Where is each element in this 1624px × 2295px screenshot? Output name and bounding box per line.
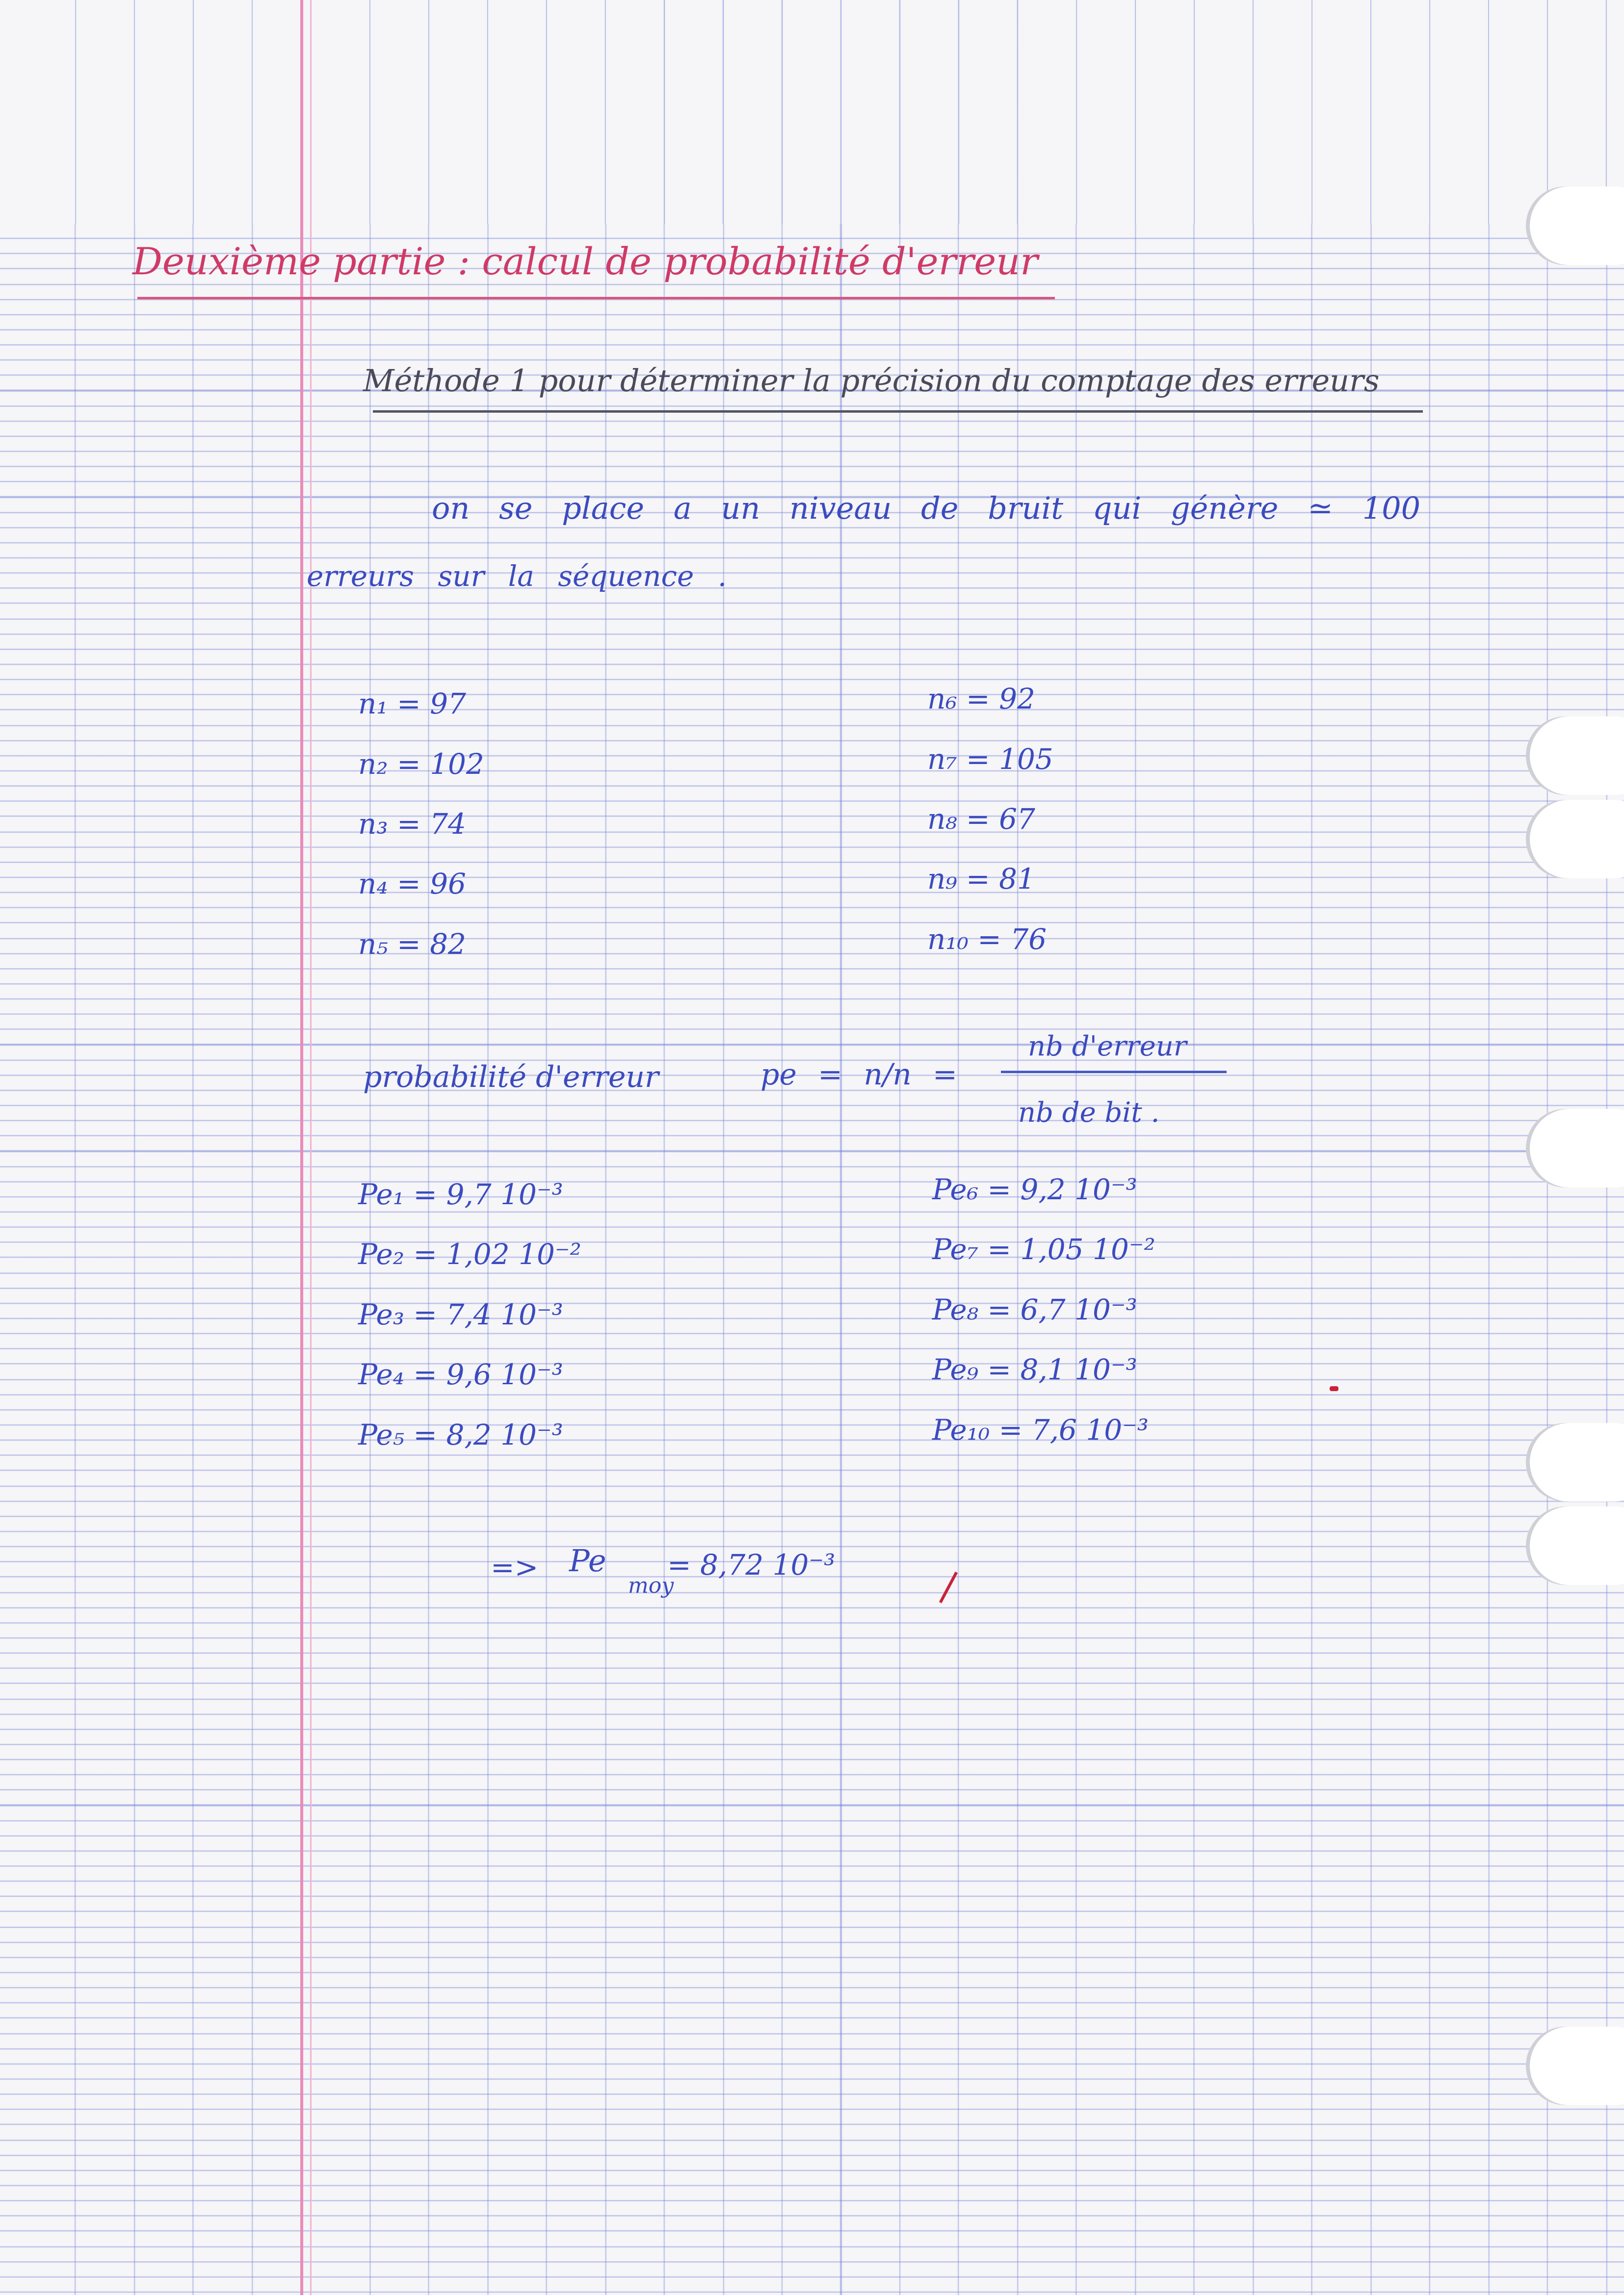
mean-subscript: moy xyxy=(628,1573,674,1598)
count-item: n₇ = 105 xyxy=(927,742,1053,776)
intro-line-1: on se place a un niveau de bruit qui génère ≃ 100 xyxy=(432,490,1421,526)
binder-hole xyxy=(1526,800,1624,878)
formula-lhs: pe = n/n = xyxy=(760,1057,958,1092)
pe-item: Pe₈ = 6,7 10⁻³ xyxy=(932,1293,1137,1326)
pe-item: Pe₇ = 1,05 10⁻² xyxy=(932,1233,1155,1266)
mean-symbol: Pe xyxy=(569,1543,606,1579)
pe-item: Pe₁ = 9,7 10⁻³ xyxy=(358,1178,563,1211)
mean-value: = 8,72 10⁻³ xyxy=(667,1548,836,1582)
margin-line-faint xyxy=(310,0,312,2295)
binder-hole xyxy=(1526,186,1624,265)
pe-item: Pe₂ = 1,02 10⁻² xyxy=(358,1238,581,1271)
count-item: n₂ = 102 xyxy=(358,747,484,781)
count-item: n₉ = 81 xyxy=(927,862,1035,896)
method-heading: Méthode 1 pour déterminer la précision du comptage des erreurs xyxy=(363,363,1380,398)
method-heading-underline xyxy=(373,410,1423,413)
binder-hole xyxy=(1526,1506,1624,1585)
count-item: n₃ = 74 xyxy=(358,807,466,841)
intro-line-2: erreurs sur la séquence . xyxy=(307,559,727,593)
count-item: n₁₀ = 76 xyxy=(927,923,1047,956)
count-item: n₄ = 96 xyxy=(358,867,466,900)
count-item: n₆ = 92 xyxy=(927,682,1035,715)
binder-hole xyxy=(1526,1423,1624,1502)
pe-item: Pe₃ = 7,4 10⁻³ xyxy=(358,1298,563,1331)
binder-hole xyxy=(1526,1109,1624,1187)
count-item: n₁ = 97 xyxy=(358,687,466,720)
page-title: Deuxième partie : calcul de probabilité d'erreur xyxy=(132,239,1038,283)
check-mark xyxy=(939,1572,958,1604)
formula-numerator: nb d'erreur xyxy=(1028,1030,1187,1062)
top-margin-band xyxy=(0,0,1624,224)
pe-item: Pe₉ = 8,1 10⁻³ xyxy=(932,1353,1137,1386)
binder-hole xyxy=(1526,716,1624,795)
pe-item: Pe₄ = 9,6 10⁻³ xyxy=(358,1358,563,1391)
count-item: n₅ = 82 xyxy=(358,927,466,961)
title-underline xyxy=(137,297,1055,299)
pe-item: Pe₁₀ = 7,6 10⁻³ xyxy=(932,1413,1149,1447)
fraction-bar xyxy=(1001,1071,1227,1073)
formula-denominator: nb de bit . xyxy=(1018,1097,1160,1129)
margin-line xyxy=(300,0,303,2295)
pe-item: Pe₆ = 9,2 10⁻³ xyxy=(932,1173,1137,1206)
mean-arrow: => xyxy=(491,1551,539,1584)
pe-item: Pe₅ = 8,2 10⁻³ xyxy=(358,1418,563,1451)
ink-dot xyxy=(1330,1386,1338,1391)
formula-label: probabilité d'erreur xyxy=(363,1060,659,1094)
count-item: n₈ = 67 xyxy=(927,802,1035,836)
binder-hole xyxy=(1526,2027,1624,2105)
